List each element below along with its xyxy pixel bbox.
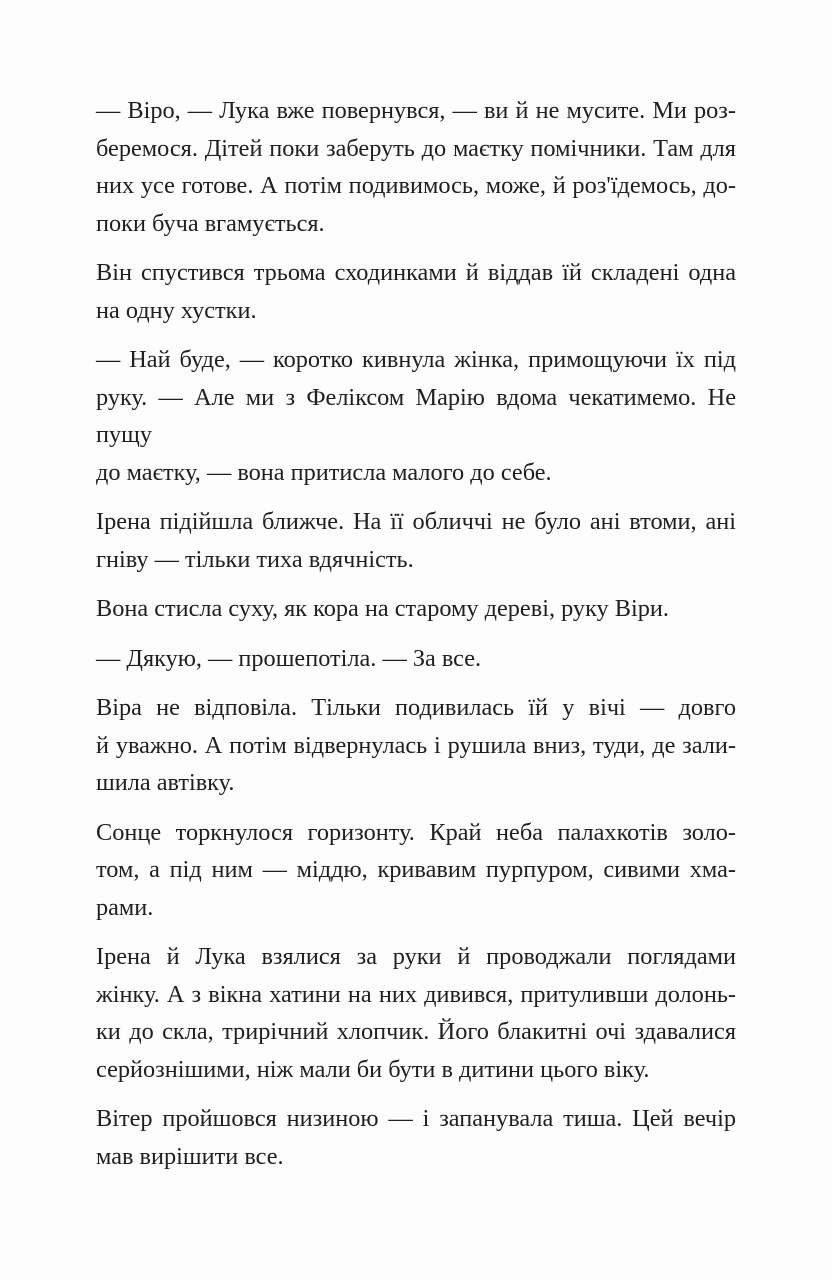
paragraph	[96, 92, 736, 242]
text-line: на одну хустки.	[96, 296, 257, 324]
paragraph	[96, 341, 736, 491]
text-line: беремося. Дітей поки заберуть до маєтку помічники. Там для	[96, 134, 736, 162]
paragraph	[96, 254, 736, 329]
text-line: мав вирішити все.	[96, 1142, 284, 1170]
text-line: рами.	[96, 893, 154, 921]
paragraph	[96, 1100, 736, 1175]
paragraph	[96, 689, 736, 802]
text-line: — Віро, — Лука вже повернувся, — ви й не мусите. Ми роз-	[96, 97, 736, 124]
text-line: Ірена підійшла ближче. На її обличчі не було ані втоми, ані	[96, 508, 736, 535]
page-text	[96, 92, 736, 1187]
paragraph	[96, 590, 736, 628]
text-line: — Дякую, — прошепотіла. — За все.	[96, 644, 482, 672]
text-line: поки буча вгамується.	[96, 209, 325, 237]
text-line: ки до скла, трирічний хлопчик. Його блакитні очі здавалися	[96, 1018, 736, 1045]
paragraph	[96, 503, 736, 578]
text-line: Він спустився трьома сходинками й віддав їй складені одна	[96, 259, 736, 286]
text-line: — Най буде, — коротко кивнула жінка, примощуючи їх під	[96, 346, 736, 373]
text-line: жінку. А з вікна хатини на них дивився, притуливши долонь-	[96, 980, 736, 1008]
text-line: гніву — тільки тиха вдячність.	[96, 545, 414, 573]
text-line: до маєтку, — вона притисла малого до себе.	[96, 458, 552, 486]
text-line: й уважно. А потім відвернулась і рушила вниз, туди, де зали-	[96, 731, 736, 759]
paragraph	[96, 640, 736, 678]
text-line: Ірена й Лука взялися за руки й проводжали поглядами	[96, 943, 736, 970]
text-line: Віра не відповіла. Тільки подивилась їй у вічі — довго	[96, 694, 736, 721]
text-line: шила автівку.	[96, 769, 235, 796]
text-line: Вона стисла суху, як кора на старому дереві, руку Віри.	[96, 595, 669, 622]
text-line: серйознішими, ніж мали би бути в дитини цього віку.	[96, 1055, 650, 1083]
text-line: том, а під ним — міддю, кривавим пурпуром, сивими хма-	[96, 856, 736, 883]
text-line: них усе готове. А потім подивимось, може, й роз'їдемось, до-	[96, 172, 736, 199]
text-line: Вітер пройшовся низиною — і запанувала тиша. Цей вечір	[96, 1105, 736, 1132]
paragraph	[96, 814, 736, 927]
text-line: Сонце торкнулося горизонту. Край неба палахкотів золо-	[96, 818, 736, 846]
paragraph	[96, 938, 736, 1088]
text-line: руку. — Але ми з Феліксом Марію вдома чекатимемо. Не пущу	[96, 383, 736, 448]
